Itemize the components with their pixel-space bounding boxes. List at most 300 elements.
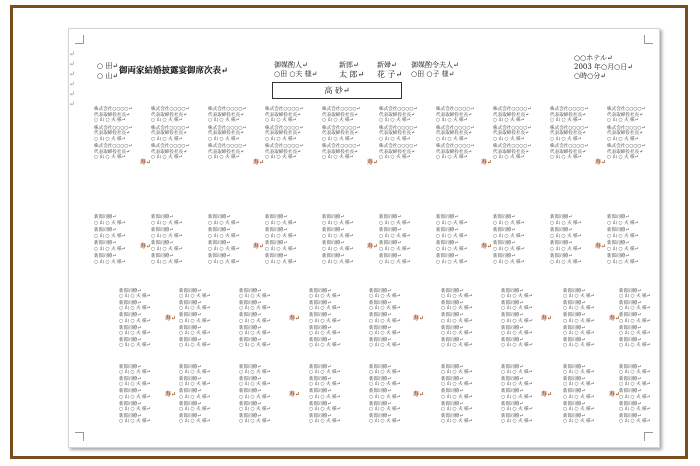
guest-name: ○ 山 ○ 夫 様↵ bbox=[369, 306, 401, 312]
guest-name: ○ 山 ○ 夫 様↵ bbox=[369, 370, 401, 376]
table-mark: 寿↵ bbox=[481, 243, 493, 250]
guest-relation: 新郎同僚↵ bbox=[441, 325, 464, 331]
guest-name: ○ 山 ○ 夫 様↵ bbox=[239, 343, 271, 348]
guest-relation: 新郎同僚↵ bbox=[239, 401, 262, 407]
guest-relation: 新郎同僚↵ bbox=[179, 301, 202, 307]
guest-name: ○ 山 ○ 夫 様↵ bbox=[619, 370, 651, 376]
guest-name: ○ 山 ○ 夫 様↵ bbox=[379, 118, 411, 123]
paragraph-marks bbox=[69, 49, 75, 109]
guest-name: ○ 山 ○ 夫 様↵ bbox=[607, 233, 639, 239]
paragraph-mark: ↵ bbox=[69, 60, 75, 68]
guest-relation: 新郎同僚↵ bbox=[369, 365, 392, 370]
guest-name: ○ 山 ○ 夫 様↵ bbox=[179, 330, 211, 336]
guest-name: ○ 山 ○ 夫 様↵ bbox=[369, 330, 401, 336]
guest-name: ○ 山 ○ 夫 様↵ bbox=[550, 220, 582, 226]
guest-relation: 新郎同僚↵ bbox=[493, 228, 516, 233]
guest-name: ○ 山 ○ 夫 様↵ bbox=[493, 246, 525, 252]
guest-company: 株式会社○○○○↵ bbox=[208, 144, 247, 149]
guest-name: ○ 山 ○ 夫 様↵ bbox=[239, 370, 271, 376]
guest-company: 株式会社○○○○↵ bbox=[265, 125, 304, 131]
guest-name: ○ 山 ○ 夫 様↵ bbox=[369, 382, 401, 388]
guest-name: ○ 山 ○ 夫 様↵ bbox=[309, 306, 341, 312]
guest-name: ○ 山 ○ 夫 様↵ bbox=[493, 233, 525, 239]
guest-company: 株式会社○○○○↵ bbox=[322, 125, 361, 131]
guest-relation: 新郎同僚↵ bbox=[619, 389, 642, 395]
guest-name: ○ 山 ○ 夫 様↵ bbox=[265, 259, 297, 265]
guest-relation: 新郎同僚↵ bbox=[379, 228, 402, 233]
guest-name: ○ 山 ○ 夫 様↵ bbox=[119, 370, 151, 376]
guest-relation: 新郎同僚↵ bbox=[501, 377, 524, 383]
guest-company: 株式会社○○○○↵ bbox=[94, 125, 133, 131]
guest-relation: 新郎同僚↵ bbox=[239, 325, 262, 331]
guest-name: ○ 山 ○ 夫 様↵ bbox=[441, 406, 473, 412]
guest-title: 代表取締役社長↵ bbox=[607, 149, 644, 155]
guest-relation: 新郎同僚↵ bbox=[563, 301, 586, 307]
guest-title: 代表取締役社長↵ bbox=[607, 112, 644, 118]
guest-company: 株式会社○○○○↵ bbox=[436, 144, 475, 149]
guest-title: 代表取締役社長↵ bbox=[436, 149, 473, 155]
guest-relation: 新郎同僚↵ bbox=[239, 377, 262, 383]
guest-relation: 新郎同僚↵ bbox=[441, 365, 464, 370]
guest-relation: 新郎同僚↵ bbox=[151, 228, 174, 233]
paragraph-mark: ↵ bbox=[69, 50, 75, 58]
guest-relation: 新郎同僚↵ bbox=[119, 365, 142, 370]
bride-name: 花 子↵ bbox=[377, 70, 403, 79]
guest-name: ○ 山 ○ 夫 様↵ bbox=[441, 330, 473, 336]
guest-name: ○ 山 ○ 夫 様↵ bbox=[94, 246, 126, 252]
guest-title: 代表取締役社長↵ bbox=[550, 112, 587, 118]
guest-relation: 新郎同僚↵ bbox=[119, 301, 142, 307]
guest-title: 代表取締役社長↵ bbox=[265, 149, 302, 155]
guest-name: ○ 山 ○ 夫 様↵ bbox=[493, 259, 525, 265]
guest-name: ○ 山 ○ 夫 様↵ bbox=[179, 294, 211, 300]
guest-relation: 新郎同僚↵ bbox=[151, 254, 174, 259]
guest-name: ○ 山 ○ 夫 様↵ bbox=[119, 406, 151, 412]
guest-relation: 新郎同僚↵ bbox=[369, 377, 392, 383]
guest-name: ○ 山 ○ 夫 様↵ bbox=[179, 419, 211, 424]
table-mark: 寿↵ bbox=[541, 315, 553, 322]
guest-relation: 新郎同僚↵ bbox=[441, 289, 464, 294]
guest-relation: 新郎同僚↵ bbox=[441, 389, 464, 395]
guest-name: ○ 山 ○ 夫 様↵ bbox=[179, 394, 211, 400]
guest-relation: 新郎同僚↵ bbox=[501, 389, 524, 395]
guest-name: ○ 山 ○ 夫 様↵ bbox=[322, 136, 354, 142]
guest-relation: 新郎同僚↵ bbox=[369, 289, 392, 294]
groom-name: 太 郎↵ bbox=[339, 70, 365, 79]
venue-name: ○○ホテル↵ bbox=[574, 54, 613, 62]
table-mark: 寿↵ bbox=[367, 243, 379, 250]
guest-name: ○ 山 ○ 夫 様↵ bbox=[563, 294, 595, 300]
table-mark: 寿↵ bbox=[609, 391, 621, 398]
guest-title: 代表取締役社長↵ bbox=[94, 112, 131, 118]
guest-name: ○ 山 ○ 夫 様↵ bbox=[441, 382, 473, 388]
guest-relation: 新郎同僚↵ bbox=[563, 365, 586, 370]
guest-name: ○ 山 ○ 夫 様↵ bbox=[607, 155, 639, 160]
guest-relation: 新郎同僚↵ bbox=[563, 389, 586, 395]
guest-company: 株式会社○○○○↵ bbox=[379, 125, 418, 131]
guest-name: ○ 山 ○ 夫 様↵ bbox=[441, 370, 473, 376]
guest-relation: 新郎同僚↵ bbox=[563, 413, 586, 419]
guest-relation: 新郎同僚↵ bbox=[179, 389, 202, 395]
guest-relation: 新郎同僚↵ bbox=[441, 377, 464, 383]
guest-relation: 新郎同僚↵ bbox=[379, 254, 402, 259]
guest-relation: 新郎同僚↵ bbox=[441, 413, 464, 419]
table-mark: 寿↵ bbox=[609, 315, 621, 322]
guest-name: ○ 山 ○ 夫 様↵ bbox=[369, 343, 401, 348]
guest-name: ○ 山 ○ 夫 様↵ bbox=[493, 118, 525, 123]
guest-relation: 新郎同僚↵ bbox=[309, 377, 332, 383]
guest-title: 代表取締役社長↵ bbox=[436, 112, 473, 118]
guest-name: ○ 山 ○ 夫 様↵ bbox=[501, 318, 533, 324]
guest-relation: 新郎同僚↵ bbox=[94, 215, 117, 220]
guest-company: 株式会社○○○○↵ bbox=[436, 107, 475, 112]
guest-name: ○ 山 ○ 夫 様↵ bbox=[151, 136, 183, 142]
guest-name: ○ 山 ○ 夫 様↵ bbox=[119, 419, 151, 424]
guest-relation: 新郎同僚↵ bbox=[322, 228, 345, 233]
guest-relation: 新郎同僚↵ bbox=[563, 289, 586, 294]
guest-title: 代表取締役社長↵ bbox=[208, 112, 245, 118]
guest-relation: 新郎同僚↵ bbox=[179, 401, 202, 407]
guest-name: ○ 山 ○ 夫 様↵ bbox=[239, 318, 271, 324]
guest-name: ○ 山 ○ 夫 様↵ bbox=[309, 382, 341, 388]
guest-name: ○ 山 ○ 夫 様↵ bbox=[239, 382, 271, 388]
guest-name: ○ 山 ○ 夫 様↵ bbox=[265, 136, 297, 142]
guest-name: ○ 山 ○ 夫 様↵ bbox=[265, 220, 297, 226]
guest-name: ○ 山 ○ 夫 様↵ bbox=[436, 259, 468, 265]
guest-relation: 新郎同僚↵ bbox=[501, 313, 524, 319]
guest-relation: 新郎同僚↵ bbox=[369, 389, 392, 395]
guest-title: 代表取締役社長↵ bbox=[208, 131, 245, 136]
guest-name: ○ 山 ○ 夫 様↵ bbox=[607, 136, 639, 142]
table-mark: 寿↵ bbox=[481, 159, 493, 166]
guest-name: ○ 山 ○ 夫 様↵ bbox=[151, 246, 183, 252]
table-mark: 寿↵ bbox=[595, 243, 607, 250]
guest-company: 株式会社○○○○↵ bbox=[550, 144, 589, 149]
guest-title: 代表取締役社長↵ bbox=[151, 149, 188, 155]
guest-relation: 新郎同僚↵ bbox=[179, 413, 202, 419]
guest-relation: 新郎同僚↵ bbox=[436, 228, 459, 233]
guest-name: ○ 山 ○ 夫 様↵ bbox=[309, 394, 341, 400]
guest-name: ○ 山 ○ 夫 様↵ bbox=[208, 246, 240, 252]
guest-name: ○ 山 ○ 夫 様↵ bbox=[239, 294, 271, 300]
matchmaker-label: 御媒酌人↵ bbox=[274, 61, 308, 69]
guest-name: ○ 山 ○ 夫 様↵ bbox=[94, 155, 126, 160]
matchmaker-wife-label: 御媒酌令夫人↵ bbox=[411, 61, 459, 69]
guest-name: ○ 山 ○ 夫 様↵ bbox=[441, 318, 473, 324]
guest-name: ○ 山 ○ 夫 様↵ bbox=[607, 259, 639, 265]
guest-relation: 新郎同僚↵ bbox=[441, 337, 464, 343]
guest-relation: 新郎同僚↵ bbox=[501, 413, 524, 419]
guest-relation: 新郎同僚↵ bbox=[309, 289, 332, 294]
guest-title: 代表取締役社長↵ bbox=[265, 131, 302, 136]
guest-name: ○ 山 ○ 夫 様↵ bbox=[208, 118, 240, 123]
guest-company: 株式会社○○○○↵ bbox=[550, 125, 589, 131]
guest-name: ○ 山 ○ 夫 様↵ bbox=[501, 294, 533, 300]
guest-name: ○ 山 ○ 夫 様↵ bbox=[436, 220, 468, 226]
table-mark: 寿↵ bbox=[165, 391, 177, 398]
bride-label: 新婦↵ bbox=[377, 61, 397, 69]
crop-mark bbox=[644, 35, 653, 44]
family-name-1: ○ 田↵ bbox=[97, 62, 119, 70]
guest-name: ○ 山 ○ 夫 様↵ bbox=[265, 233, 297, 239]
guest-name: ○ 山 ○ 夫 様↵ bbox=[151, 155, 183, 160]
guest-relation: 新郎同僚↵ bbox=[208, 215, 231, 220]
guest-relation: 新郎同僚↵ bbox=[619, 377, 642, 383]
guest-relation: 新郎同僚↵ bbox=[436, 215, 459, 220]
guest-relation: 新郎同僚↵ bbox=[607, 254, 630, 259]
guest-title: 代表取締役社長↵ bbox=[379, 149, 416, 155]
guest-name: ○ 山 ○ 夫 様↵ bbox=[441, 394, 473, 400]
guest-name: ○ 山 ○ 夫 様↵ bbox=[436, 155, 468, 160]
table-mark: 寿↵ bbox=[595, 159, 607, 166]
guest-name: ○ 山 ○ 夫 様↵ bbox=[239, 419, 271, 424]
matchmaker-name: ○田 ○夫 様↵ bbox=[274, 70, 318, 78]
table-mark: 寿↵ bbox=[289, 391, 301, 398]
guest-relation: 新郎同僚↵ bbox=[493, 241, 516, 246]
table-mark: 寿↵ bbox=[253, 243, 265, 250]
guest-title: 代表取締役社長↵ bbox=[151, 112, 188, 118]
guest-relation: 新郎同僚↵ bbox=[436, 254, 459, 259]
guest-relation: 新郎同僚↵ bbox=[501, 401, 524, 407]
guest-company: 株式会社○○○○↵ bbox=[151, 144, 190, 149]
guest-name: ○ 山 ○ 夫 様↵ bbox=[379, 155, 411, 160]
guest-relation: 新郎同僚↵ bbox=[179, 325, 202, 331]
guest-company: 株式会社○○○○↵ bbox=[94, 144, 133, 149]
guest-company: 株式会社○○○○↵ bbox=[322, 107, 361, 112]
guest-name: ○ 山 ○ 夫 様↵ bbox=[379, 259, 411, 265]
document-title: 御両家結婚披露宴御席次表↵ bbox=[119, 66, 229, 76]
guest-name: ○ 山 ○ 夫 様↵ bbox=[619, 330, 651, 336]
guest-name: ○ 山 ○ 夫 様↵ bbox=[550, 136, 582, 142]
paragraph-mark: ↵ bbox=[69, 100, 75, 108]
guest-name: ○ 山 ○ 夫 様↵ bbox=[619, 343, 651, 348]
guest-title: 代表取締役社長↵ bbox=[550, 149, 587, 155]
guest-relation: 新郎同僚↵ bbox=[619, 401, 642, 407]
guest-relation: 新郎同僚↵ bbox=[94, 228, 117, 233]
guest-title: 代表取締役社長↵ bbox=[379, 131, 416, 136]
guest-company: 株式会社○○○○↵ bbox=[436, 125, 475, 131]
guest-name: ○ 山 ○ 夫 様↵ bbox=[322, 220, 354, 226]
guest-name: ○ 山 ○ 夫 様↵ bbox=[309, 294, 341, 300]
guest-relation: 新郎同僚↵ bbox=[493, 215, 516, 220]
guest-name: ○ 山 ○ 夫 様↵ bbox=[179, 370, 211, 376]
guest-name: ○ 山 ○ 夫 様↵ bbox=[501, 370, 533, 376]
guest-title: 代表取締役社長↵ bbox=[322, 131, 359, 136]
guest-title: 代表取締役社長↵ bbox=[493, 131, 530, 136]
guest-relation: 新郎同僚↵ bbox=[501, 365, 524, 370]
guest-name: ○ 山 ○ 夫 様↵ bbox=[369, 406, 401, 412]
guest-name: ○ 山 ○ 夫 様↵ bbox=[369, 419, 401, 424]
guest-name: ○ 山 ○ 夫 様↵ bbox=[379, 233, 411, 239]
guest-company: 株式会社○○○○↵ bbox=[607, 107, 646, 112]
guest-relation: 新郎同僚↵ bbox=[119, 413, 142, 419]
guest-company: 株式会社○○○○↵ bbox=[94, 107, 133, 112]
guest-company: 株式会社○○○○↵ bbox=[493, 125, 532, 131]
guest-title: 代表取締役社長↵ bbox=[493, 149, 530, 155]
guest-name: ○ 山 ○ 夫 様↵ bbox=[151, 118, 183, 123]
guest-relation: 新郎同僚↵ bbox=[369, 413, 392, 419]
guest-name: ○ 山 ○ 夫 様↵ bbox=[309, 343, 341, 348]
guest-relation: 新郎同僚↵ bbox=[94, 241, 117, 246]
guest-relation: 新郎同僚↵ bbox=[501, 289, 524, 294]
guest-relation: 新郎同僚↵ bbox=[179, 365, 202, 370]
guest-relation: 新郎同僚↵ bbox=[563, 377, 586, 383]
guest-relation: 新郎同僚↵ bbox=[309, 301, 332, 307]
guest-name: ○ 山 ○ 夫 様↵ bbox=[309, 330, 341, 336]
guest-name: ○ 山 ○ 夫 様↵ bbox=[501, 394, 533, 400]
guest-name: ○ 山 ○ 夫 様↵ bbox=[179, 343, 211, 348]
guest-title: 代表取締役社長↵ bbox=[436, 131, 473, 136]
table-mark: 寿↵ bbox=[413, 315, 425, 322]
guest-relation: 新郎同僚↵ bbox=[550, 228, 573, 233]
guest-name: ○ 山 ○ 夫 様↵ bbox=[501, 419, 533, 424]
table-mark: 寿↵ bbox=[289, 315, 301, 322]
guest-relation: 新郎同僚↵ bbox=[619, 337, 642, 343]
guest-name: ○ 山 ○ 夫 様↵ bbox=[179, 406, 211, 412]
guest-relation: 新郎同僚↵ bbox=[619, 413, 642, 419]
event-time: ○時○分↵ bbox=[574, 72, 607, 80]
guest-relation: 新郎同僚↵ bbox=[151, 241, 174, 246]
table-mark: 寿↵ bbox=[140, 159, 152, 166]
table-mark: 寿↵ bbox=[367, 159, 379, 166]
guest-title: 代表取締役社長↵ bbox=[322, 112, 359, 118]
guest-relation: 新郎同僚↵ bbox=[179, 377, 202, 383]
guest-name: ○ 山 ○ 夫 様↵ bbox=[94, 136, 126, 142]
guest-relation: 新郎同僚↵ bbox=[265, 228, 288, 233]
guest-title: 代表取締役社長↵ bbox=[550, 131, 587, 136]
guest-name: ○ 山 ○ 夫 様↵ bbox=[550, 155, 582, 160]
guest-name: ○ 山 ○ 夫 様↵ bbox=[322, 259, 354, 265]
guest-relation: 新郎同僚↵ bbox=[322, 254, 345, 259]
guest-company: 株式会社○○○○↵ bbox=[265, 107, 304, 112]
guest-name: ○ 山 ○ 夫 様↵ bbox=[239, 306, 271, 312]
guest-name: ○ 山 ○ 夫 様↵ bbox=[322, 233, 354, 239]
guest-company: 株式会社○○○○↵ bbox=[493, 107, 532, 112]
guest-name: ○ 山 ○ 夫 様↵ bbox=[309, 419, 341, 424]
page bbox=[68, 28, 660, 448]
guest-relation: 新郎同僚↵ bbox=[369, 325, 392, 331]
guest-name: ○ 山 ○ 夫 様↵ bbox=[119, 343, 151, 348]
guest-name: ○ 山 ○ 夫 様↵ bbox=[322, 246, 354, 252]
guest-relation: 新郎同僚↵ bbox=[607, 228, 630, 233]
guest-relation: 新郎同僚↵ bbox=[239, 301, 262, 307]
guest-name: ○ 山 ○ 夫 様↵ bbox=[309, 370, 341, 376]
guest-name: ○ 山 ○ 夫 様↵ bbox=[119, 318, 151, 324]
guest-name: ○ 山 ○ 夫 様↵ bbox=[563, 318, 595, 324]
guest-relation: 新郎同僚↵ bbox=[550, 215, 573, 220]
guest-title: 代表取締役社長↵ bbox=[493, 112, 530, 118]
guest-name: ○ 山 ○ 夫 様↵ bbox=[379, 136, 411, 142]
guest-relation: 新郎同僚↵ bbox=[94, 254, 117, 259]
guest-relation: 新郎同僚↵ bbox=[441, 313, 464, 319]
table-mark: 寿↵ bbox=[140, 243, 152, 250]
guest-name: ○ 山 ○ 夫 様↵ bbox=[441, 294, 473, 300]
guest-name: ○ 山 ○ 夫 様↵ bbox=[322, 155, 354, 160]
guest-name: ○ 山 ○ 夫 様↵ bbox=[619, 382, 651, 388]
guest-relation: 新郎同僚↵ bbox=[309, 413, 332, 419]
table-mark: 寿↵ bbox=[541, 391, 553, 398]
guest-relation: 新郎同僚↵ bbox=[119, 313, 142, 319]
guest-name: ○ 山 ○ 夫 様↵ bbox=[441, 419, 473, 424]
guest-title: 代表取締役社長↵ bbox=[151, 131, 188, 136]
guest-name: ○ 山 ○ 夫 様↵ bbox=[265, 246, 297, 252]
guest-name: ○ 山 ○ 夫 様↵ bbox=[563, 370, 595, 376]
table-mark: 寿↵ bbox=[165, 315, 177, 322]
guest-name: ○ 山 ○ 夫 様↵ bbox=[607, 118, 639, 123]
guest-company: 株式会社○○○○↵ bbox=[151, 107, 190, 112]
guest-relation: 新郎同僚↵ bbox=[265, 215, 288, 220]
guest-name: ○ 山 ○ 夫 様↵ bbox=[369, 294, 401, 300]
guest-title: 代表取締役社長↵ bbox=[208, 149, 245, 155]
guest-name: ○ 山 ○ 夫 様↵ bbox=[441, 306, 473, 312]
guest-relation: 新郎同僚↵ bbox=[265, 241, 288, 246]
guest-title: 代表取締役社長↵ bbox=[265, 112, 302, 118]
guest-name: ○ 山 ○ 夫 様↵ bbox=[179, 318, 211, 324]
guest-relation: 新郎同僚↵ bbox=[309, 337, 332, 343]
guest-relation: 新郎同僚↵ bbox=[208, 254, 231, 259]
table-mark: 寿↵ bbox=[413, 391, 425, 398]
guest-name: ○ 山 ○ 夫 様↵ bbox=[563, 382, 595, 388]
guest-relation: 新郎同僚↵ bbox=[322, 215, 345, 220]
document-frame bbox=[10, 5, 688, 459]
guest-title: 代表取締役社長↵ bbox=[379, 112, 416, 118]
guest-relation: 新郎同僚↵ bbox=[309, 325, 332, 331]
guest-name: ○ 山 ○ 夫 様↵ bbox=[119, 294, 151, 300]
guest-name: ○ 山 ○ 夫 様↵ bbox=[208, 259, 240, 265]
guest-relation: 新郎同僚↵ bbox=[322, 241, 345, 246]
guest-name: ○ 山 ○ 夫 様↵ bbox=[239, 394, 271, 400]
guest-relation: 新郎同僚↵ bbox=[563, 325, 586, 331]
guest-name: ○ 山 ○ 夫 様↵ bbox=[493, 155, 525, 160]
guest-name: ○ 山 ○ 夫 様↵ bbox=[151, 233, 183, 239]
guest-name: ○ 山 ○ 夫 様↵ bbox=[619, 306, 651, 312]
guest-relation: 新郎同僚↵ bbox=[119, 389, 142, 395]
guest-relation: 新郎同僚↵ bbox=[619, 313, 642, 319]
guest-name: ○ 山 ○ 夫 様↵ bbox=[119, 306, 151, 312]
guest-name: ○ 山 ○ 夫 様↵ bbox=[436, 136, 468, 142]
guest-company: 株式会社○○○○↵ bbox=[550, 107, 589, 112]
guest-company: 株式会社○○○○↵ bbox=[151, 125, 190, 131]
guest-relation: 新郎同僚↵ bbox=[179, 313, 202, 319]
guest-name: ○ 山 ○ 夫 様↵ bbox=[309, 406, 341, 412]
guest-name: ○ 山 ○ 夫 様↵ bbox=[550, 118, 582, 123]
guest-relation: 新郎同僚↵ bbox=[119, 325, 142, 331]
guest-relation: 新郎同僚↵ bbox=[119, 289, 142, 294]
guest-name: ○ 山 ○ 夫 様↵ bbox=[436, 233, 468, 239]
guest-name: ○ 山 ○ 夫 様↵ bbox=[619, 419, 651, 424]
guest-name: ○ 山 ○ 夫 様↵ bbox=[208, 136, 240, 142]
crop-mark bbox=[75, 432, 84, 441]
guest-name: ○ 山 ○ 夫 様↵ bbox=[151, 220, 183, 226]
guest-relation: 新郎同僚↵ bbox=[309, 401, 332, 407]
guest-company: 株式会社○○○○↵ bbox=[265, 144, 304, 149]
guest-name: ○ 山 ○ 夫 様↵ bbox=[501, 382, 533, 388]
guest-name: ○ 山 ○ 夫 様↵ bbox=[94, 118, 126, 123]
guest-relation: 新郎同僚↵ bbox=[179, 337, 202, 343]
guest-title: 代表取締役社長↵ bbox=[322, 149, 359, 155]
guest-name: ○ 山 ○ 夫 様↵ bbox=[239, 330, 271, 336]
guest-name: ○ 山 ○ 夫 様↵ bbox=[550, 259, 582, 265]
guest-name: ○ 山 ○ 夫 様↵ bbox=[501, 330, 533, 336]
guest-relation: 新郎同僚↵ bbox=[208, 228, 231, 233]
head-table: 高 砂↵ bbox=[272, 82, 402, 99]
guest-name: ○ 山 ○ 夫 様↵ bbox=[550, 246, 582, 252]
guest-name: ○ 山 ○ 夫 様↵ bbox=[563, 394, 595, 400]
guest-name: ○ 山 ○ 夫 様↵ bbox=[208, 155, 240, 160]
guest-relation: 新郎同僚↵ bbox=[239, 337, 262, 343]
guest-relation: 新郎同僚↵ bbox=[619, 325, 642, 331]
guest-name: ○ 山 ○ 夫 様↵ bbox=[436, 118, 468, 123]
